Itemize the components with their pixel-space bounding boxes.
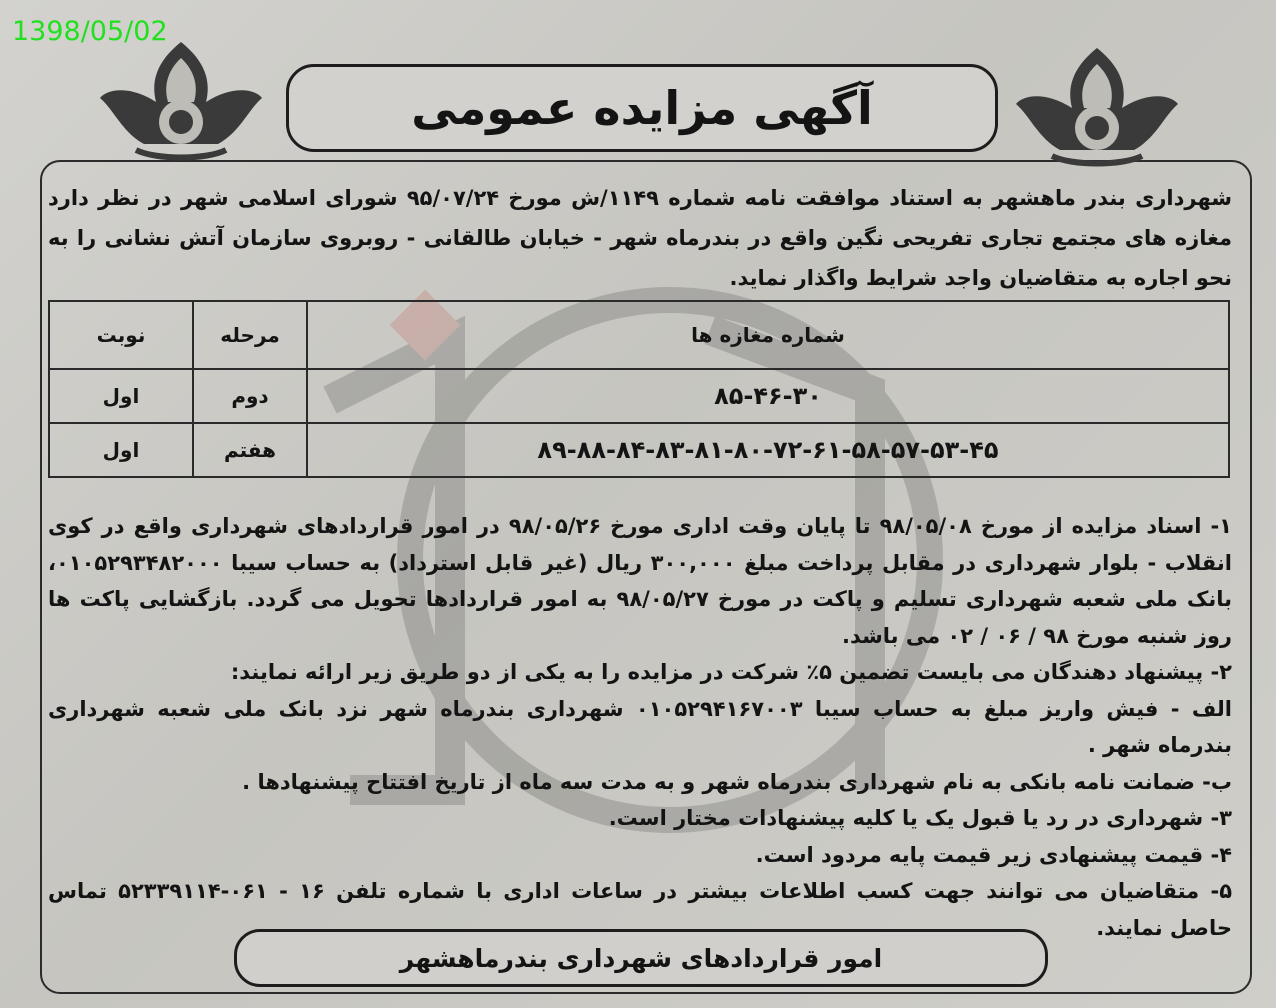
header-shops: شماره مغازه ها (307, 301, 1229, 369)
header-turn: نوبت (49, 301, 193, 369)
condition-item: ۵- متقاضیان می توانند جهت کسب اطلاعات بیشتر در ساعات اداری با شماره تلفن ۱۶ - ۰۶۱-۵۲۳۳۹۱۱۴ تماس حاصل نمایند. (48, 879, 1233, 940)
municipality-logo-icon (1012, 42, 1182, 172)
condition-item: ۲- پیشنهاد دهندگان می بایست تضمین ۵٪ شرکت در مزایده را به یکی از دو طریق زیر ارائه نمایند: (230, 660, 1232, 684)
condition-item: ۳- شهرداری در رد یا قبول یک یا کلیه پیشنهادات مختار است. (608, 806, 1232, 830)
date-stamp: 1398/05/02 (12, 16, 168, 47)
municipality-logo-icon (96, 36, 266, 166)
turn-cell: اول (49, 369, 193, 423)
condition-item: ۴- قیمت پیشنهادی زیر قیمت پایه مردود است. (755, 842, 1232, 867)
stage-cell: دوم (193, 369, 307, 423)
notice-title: آگهی مزایده عمومی (411, 81, 873, 135)
turn-cell: اول (49, 423, 193, 477)
title-banner (286, 64, 998, 152)
footer-banner (234, 929, 1048, 987)
table-row (49, 423, 1229, 477)
condition-item: الف - فیش واریز مبلغ به حساب سیبا ۰۱۰۵۲۹۴۱۶۷۰۰۳ شهرداری بندرماه شهر نزد بانک ملی شعبه شهرداری بندرماه شهر . (48, 696, 1232, 757)
header-stage: مرحله (193, 301, 307, 369)
footer-text: امور قراردادهای شهرداری بندرماهشهر (399, 943, 883, 973)
condition-item: ب- ضمانت نامه بانکی به نام شهرداری بندرماه شهر و به مدت سه ماه از تاریخ افتتاح پیشنهادها . (242, 769, 1232, 794)
shops-table (48, 300, 1230, 478)
stage-cell: هفتم (193, 423, 307, 477)
condition-item: ۱- اسناد مزایده از مورخ ۹۸/۰۵/۰۸ تا پایان وقت اداری مورخ ۹۸/۰۵/۲۶ در امور قراردادهای شهرداری واقع در کوی انقلاب - بلوار شهرداری در مقابل پرداخت مبلغ ۳۰۰,۰۰۰ ریال (غیر قابل استرداد) به حساب سیبا ۰۱۰۵۲۹۳۴۸۲۰۰۰، بانک ملی شعبه شهرداری تسلیم و پاکت در مورخ ۹۸/۰۵/۲۷ به امور قراردادها تحویل می گردد. بازگشایی پاکت ها روز شنبه مورخ ۹۸ / ۰۶ / ۰۲ می باشد. (48, 514, 1232, 648)
table-row (49, 369, 1229, 423)
intro-paragraph: شهرداری بندر ماهشهر به استناد موافقت نامه شماره ۱۱۴۹/ش مورخ ۹۵/۰۷/۲۴ شورای اسلامی شهر در نظر دارد مغازه های مجتمع تجاری تفریحی نگین واقع در بندرماه شهر - خیابان طالقانی - روبروی سازمان آتش نشانی را به نحو اجاره به متقاضیان واجد شرایط واگذار نماید. (48, 186, 1232, 290)
shop-numbers-cell: ۸۹-۸۸-۸۴-۸۳-۸۱-۸۰-۷۲-۶۱-۵۸-۵۷-۵۳-۴۵ (307, 423, 1229, 477)
shop-numbers-cell: ۸۵-۴۶-۳۰ (307, 369, 1229, 423)
table-header-row (49, 301, 1229, 369)
conditions-list (48, 508, 1232, 946)
